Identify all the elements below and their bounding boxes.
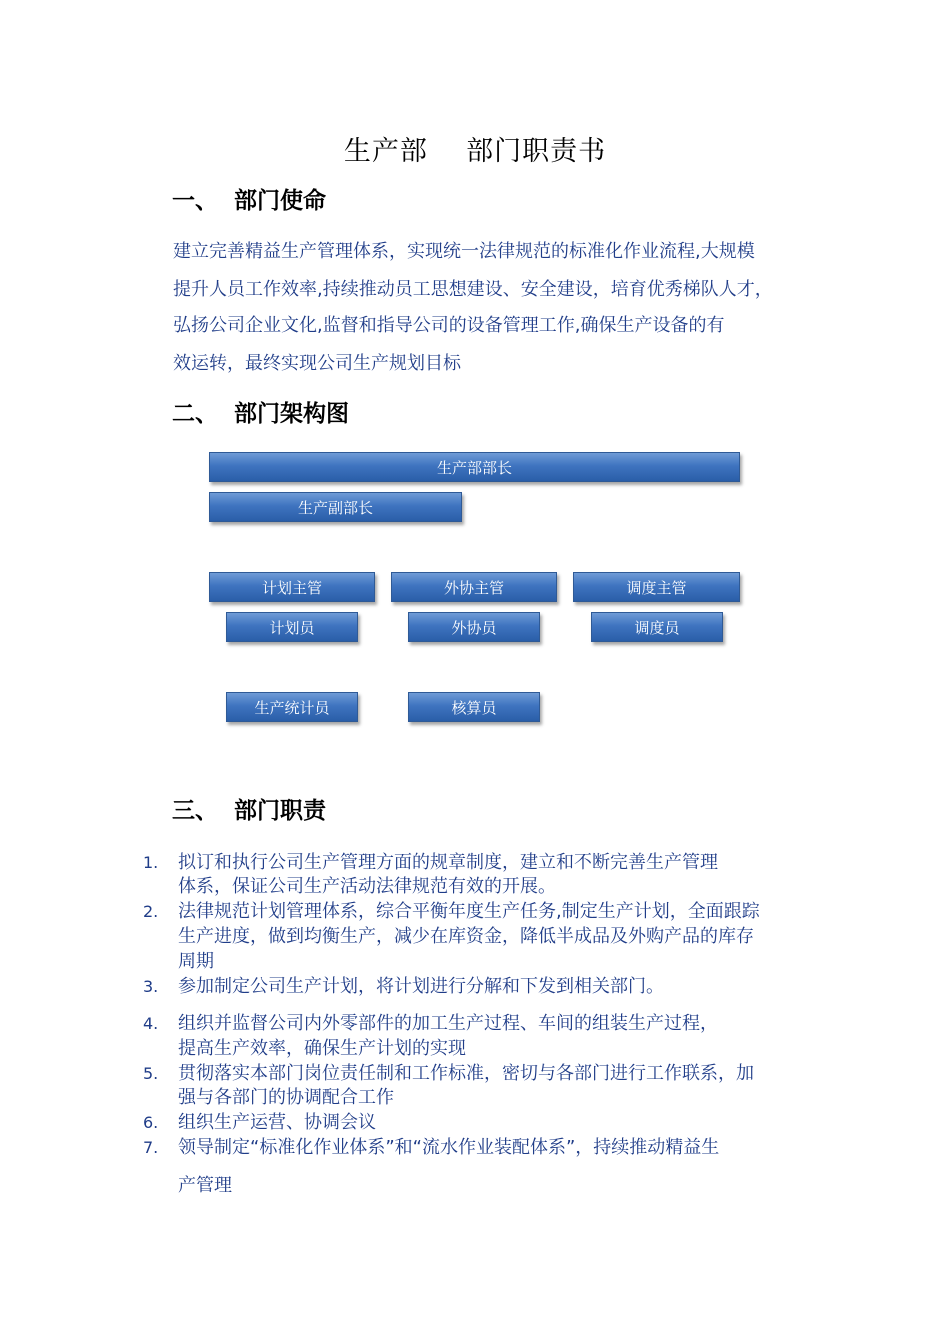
list-item-number: 5. [143,1064,159,1083]
list-item: 领导制定“标准化作业体系”和“流水作业装配体系”，持续推动精益生 [178,1137,720,1158]
list-item-number: 2. [143,902,159,921]
org-box-outsourcing-clerk: 外协员 [408,612,540,642]
org-box-planning-supervisor: 计划主管 [209,572,375,602]
org-box-dispatch-supervisor: 调度主管 [573,572,740,602]
list-item-continuation: 体系，保证公司生产活动法律规范有效的开展。 [178,876,556,897]
list-item-continuation: 强与各部门的协调配合工作 [178,1087,394,1108]
list-item: 组织生产运营、协调会议 [178,1112,376,1133]
mission-line: 弘扬公司企业文化,监督和指导公司的设备管理工作,确保生产设备的有 [173,315,725,336]
list-item: 贯彻落实本部门岗位责任制和工作标准，密切与各部门进行工作联系，加 [178,1063,754,1084]
list-item-continuation: 产管理 [178,1175,232,1196]
mission-heading: 一、 部门使命 [172,188,327,214]
list-item: 参加制定公司生产计划，将计划进行分解和下发到相关部门。 [178,976,664,997]
org-chart-heading: 二、 部门架构图 [172,401,350,427]
org-box-outsourcing-supervisor: 外协主管 [391,572,557,602]
org-box-deputy-head: 生产副部长 [209,492,462,522]
list-item-number: 6. [143,1113,159,1132]
list-item-number: 3. [143,977,159,996]
org-box-accountant: 核算员 [408,692,540,722]
org-box-department-head: 生产部部长 [209,452,740,482]
document-title: 生产部 部门职责书 [343,136,607,167]
duties-heading: 三、 部门职责 [172,798,327,824]
list-item: 组织并监督公司内外零部件的加工生产过程、车间的组装生产过程， [178,1013,718,1034]
org-box-planner: 计划员 [226,612,358,642]
list-item: 拟订和执行公司生产管理方面的规章制度，建立和不断完善生产管理 [178,852,718,873]
mission-line: 建立完善精益生产管理体系，实现统一法律规范的标准化作业流程,大规模 [173,241,755,262]
mission-line: 效运转，最终实现公司生产规划目标 [173,353,461,374]
list-item-number: 7. [143,1138,159,1157]
list-item-continuation: 周期 [178,951,214,972]
list-item-number: 4. [143,1014,159,1033]
org-box-statistician: 生产统计员 [226,692,358,722]
mission-line: 提升人员工作效率,持续推动员工思想建设、安全建设，培育优秀梯队人才， [173,279,773,300]
list-item-number: 1. [143,853,159,872]
org-box-dispatcher: 调度员 [591,612,723,642]
list-item: 法律规范计划管理体系，综合平衡年度生产任务,制定生产计划，全面跟踪 [178,901,760,922]
list-item-continuation: 生产进度，做到均衡生产，减少在库资金，降低半成品及外购产品的库存 [178,926,754,947]
list-item-continuation: 提高生产效率，确保生产计划的实现 [178,1038,466,1059]
